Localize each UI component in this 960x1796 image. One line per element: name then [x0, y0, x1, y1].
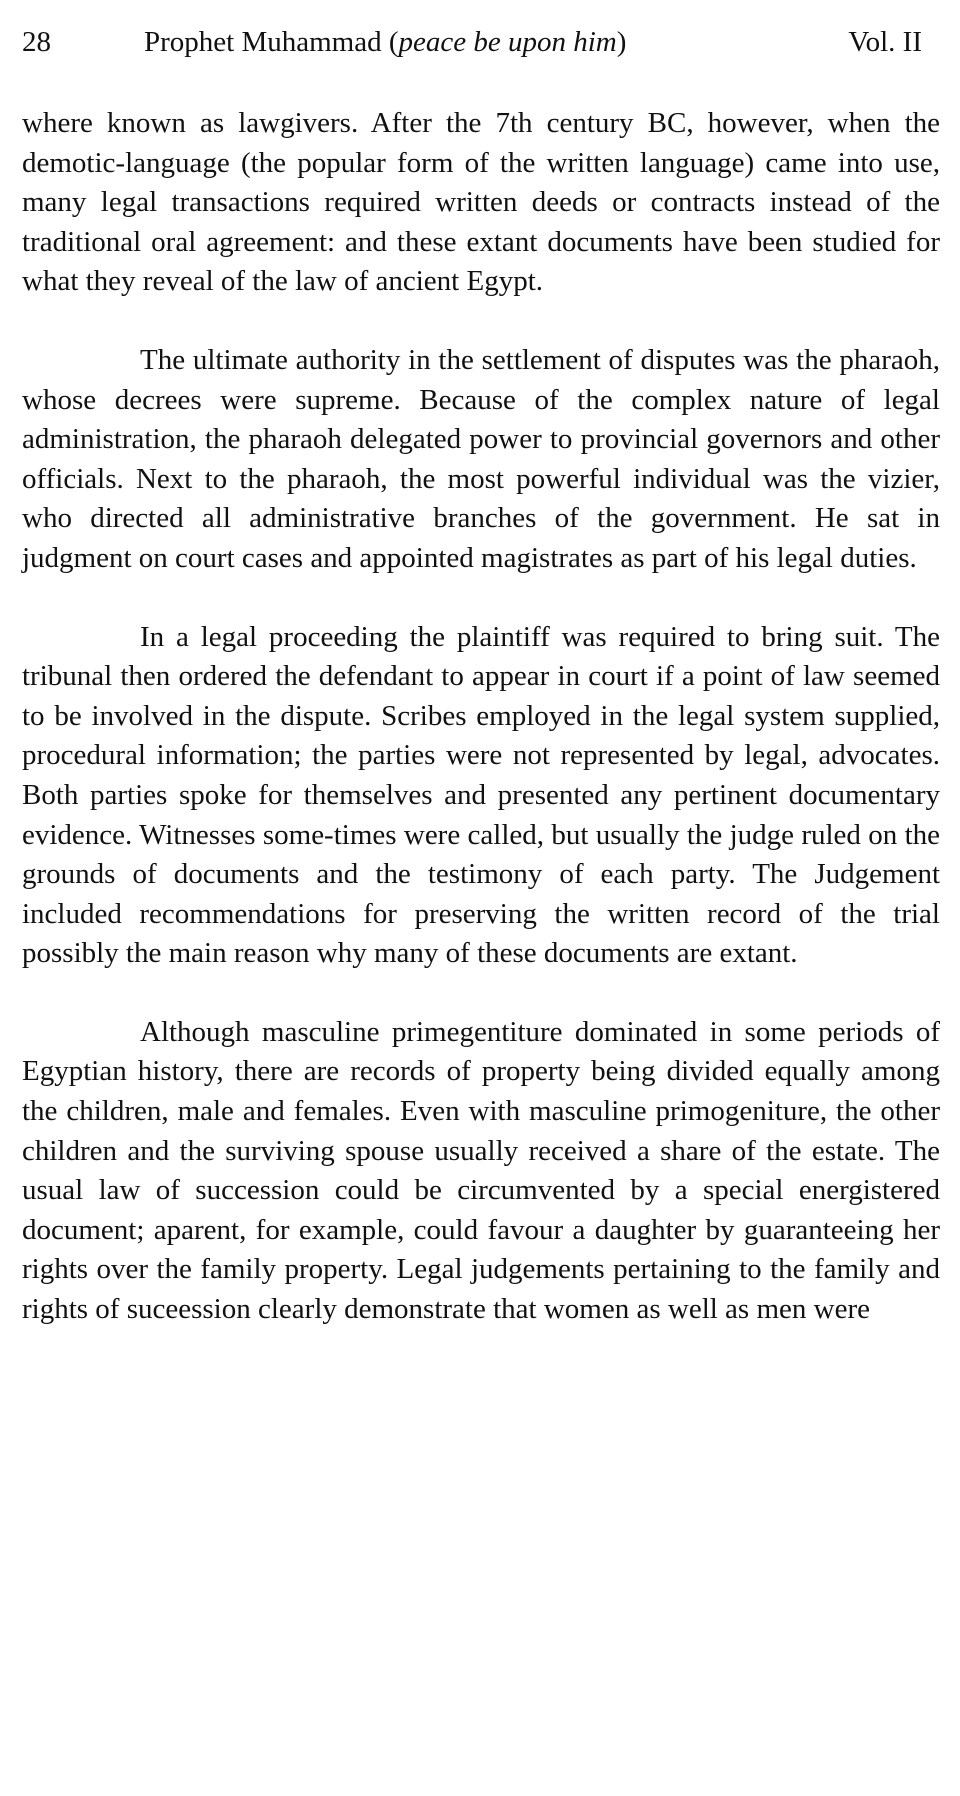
book-title-suffix: ) — [616, 26, 627, 58]
paragraph-authority: The ultimate authority in the settlement of disputes was the pharaoh, whose decrees were supreme. Because of the complex nature of legal administration, the pharaoh delegated power to provincial governors and other officials. Next to the pharaoh, the most powerful individual was the vizier, who directed all administrative branches of the government. He sat in judgment on court cases and appointed magistrates as part of his legal duties. — [22, 343, 940, 574]
volume-label: Vol. II — [848, 26, 922, 58]
book-title-italic: peace be upon him — [398, 26, 617, 58]
book-title — [144, 22, 626, 62]
page-number: 28 — [22, 26, 51, 58]
paragraph-continued: where known as lawgivers. After the 7th century BC, however, when the demotic-language (the popular form of the written language) came into use, many legal transactions required written deeds or contracts instead of the traditional oral agreement: and these extant documents have been studied for what they reveal of the law of ancient Egypt. — [22, 107, 940, 298]
paragraph-succession: Although masculine primegentiture dominated in some periods of Egyptian history, there are records of property being divided equally among the children, male and females. Even with masculine primogeniture, the other children and the surviving spouse usually received a share of the estate. The usual law of succession could be circumvented by a special energistered document; aparent, for example, could favour a daughter by guaranteeing her rights over the family property. Legal judgements pertaining to the family and rights of suceession clearly demonstrate that women as well as men were — [22, 1015, 940, 1326]
paragraph-legal-proceeding: In a legal proceeding the plaintiff was required to bring suit. The tribunal then ordered the defendant to appear in court if a point of law seemed to be involved in the dispute. Scribes employed in the legal system supplied, procedural information; the parties were not represented by legal, advocates. Both parties spoke for themselves and presented any pertinent documentary evidence. Witnesses some-times were called, but usually the judge ruled on the grounds of documents and the testimony of each party. The Judgement included recommendations for preserving the written record of the trial possibly the main reason why many of these documents are extant. — [22, 620, 940, 970]
book-title-prefix: Prophet Muhammad ( — [144, 26, 399, 58]
running-header — [22, 22, 938, 62]
body-text — [22, 104, 940, 1330]
